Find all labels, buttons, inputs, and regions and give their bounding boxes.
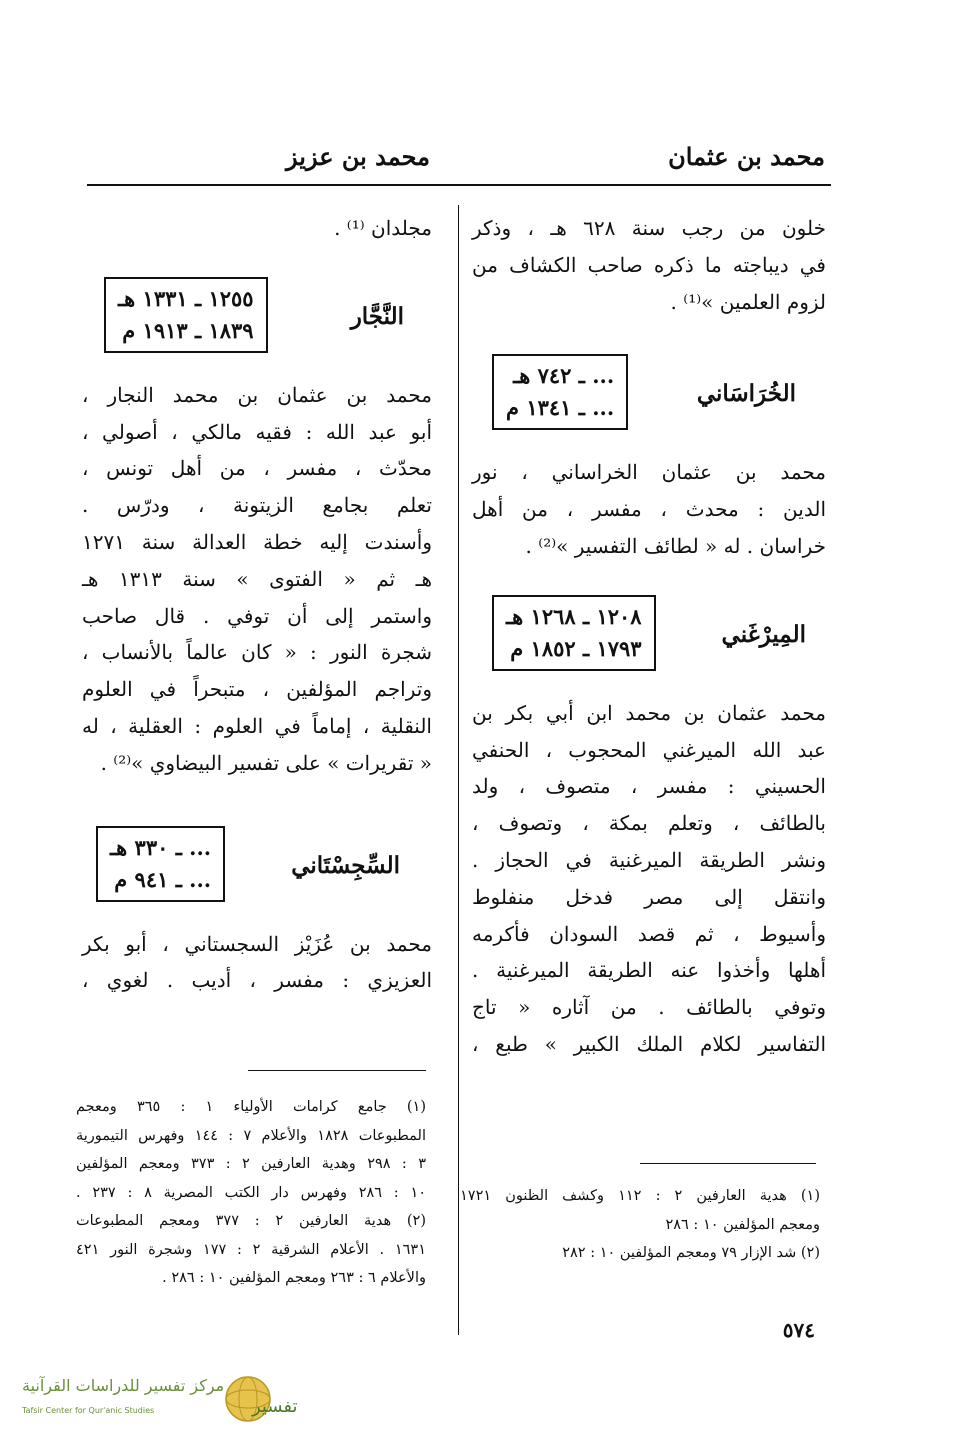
footnote: والأعلام ٦ : ٢٦٣ ومعجم المؤلفين ١٠ : ٢٨٦ . (162, 1270, 426, 1286)
entry-name: الخُرَاسَاني (696, 380, 796, 408)
footnotes-left (76, 1093, 426, 1293)
date-hijri: ... ـ ٧٤٢ هـ (513, 363, 615, 389)
body-line: تعلم بجامع الزيتونة ، ودرّس . (82, 493, 432, 518)
body-line: وانتقل إلى مصر فدخل منفلوط (472, 884, 826, 909)
running-header-right: محمد بن عثمان (668, 142, 825, 171)
body-line: بالطائف ، وتعلم بمكة ، وتصوف ، (472, 811, 826, 836)
globe-icon (218, 1372, 298, 1426)
body-line: لزوم العلمين »⁽¹⁾ . (670, 289, 826, 314)
body-line: أبو عبد الله : فقيه مالكي ، أصولي ، (82, 419, 432, 444)
body-line: وأسيوط ، ثم قصد السودان فأكرمه (472, 921, 826, 946)
date-hijri: ... ـ ٣٣٠ هـ (110, 834, 212, 860)
logo-word: تفسير (252, 1396, 298, 1417)
body-line: وتراجم المؤلفين ، متبحراً في العلوم (82, 677, 432, 702)
body-line: وأسندت إليه خطة العدالة سنة ١٢٧١ (82, 529, 432, 554)
body-line: محمد بن عُزَيْز السجستاني ، أبو بكر (82, 931, 432, 956)
footnote: (١) هدية العارفين ٢ : ١١٢ وكشف الظنون ١٧٢١ (460, 1188, 820, 1204)
header-rule (87, 184, 831, 186)
body-line: الحسيني : مفسر ، متصوف ، ولد (472, 774, 826, 799)
body-line: محدّث ، مفسر ، من أهل تونس ، (82, 456, 432, 481)
body-line: التفاسير لكلام الملك الكبير » طبع ، (472, 1031, 826, 1056)
footnote: ١٠ : ٢٨٦ وفهرس دار الكتب المصرية ٨ : ٢٣٧ . (76, 1184, 427, 1201)
body-line: خراسان . له « لطائف التفسير »⁽²⁾ . (525, 533, 826, 558)
footnotes-right (460, 1182, 820, 1268)
body-line: ونشر الطريقة الميرغنية في الحجاز . (472, 847, 826, 872)
body-line: مجلدان ⁽¹⁾ . (334, 216, 432, 240)
left-column (82, 210, 432, 999)
body-line: محمد عثمان بن محمد ابن أبي بكر بن (472, 700, 826, 725)
footnote: (٢) هدية العارفين ٢ : ٣٧٧ ومعجم المطبوعات (76, 1213, 426, 1229)
body-line: واستمر إلى أن توفي . قال صاحب (82, 603, 432, 628)
date-gregorian: ... ـ ٩٤١ م (114, 866, 212, 892)
entry-heading-najjar (82, 273, 432, 359)
body-line: العزيزي : مفسر ، أديب . لغوي ، (82, 968, 432, 993)
body-line: عبد الله الميرغني المحجوب ، الحنفي (472, 737, 826, 762)
footnote: المطبوعات ١٨٢٨ والأعلام ٧ : ١٤٤ وفهرس التيمورية (76, 1127, 427, 1144)
logo-text: مركز تفسير للدراسات القرآنية (22, 1376, 225, 1395)
date-gregorian: ... ـ ١٣٤١ م (506, 395, 615, 421)
body-line: الدين : محدث ، مفسر ، من أهل (472, 497, 826, 522)
date-bracket (492, 595, 656, 671)
body-line: وتوفي بالطائف . من آثاره « تاج (472, 995, 826, 1020)
body-line: محمد بن عثمان الخراساني ، نور (472, 460, 826, 485)
column-divider (458, 205, 459, 1335)
body-line: شجرة النور : « كان عالماً بالأنساب ، (82, 640, 432, 665)
tafsir-center-logo (18, 1372, 298, 1426)
date-bracket (96, 826, 225, 902)
body-line: النقلية ، إماماً في العلوم : العقلية ، له (82, 713, 432, 738)
footnote-rule-right (640, 1163, 816, 1164)
right-column (472, 210, 826, 1063)
entry-heading-sijistani (82, 822, 432, 908)
date-gregorian: ١٨٣٩ ـ ١٩١٣ م (122, 317, 254, 343)
entry-heading-khorasani (472, 350, 826, 436)
footnote: (١) جامع كرامات الأولياء ١ : ٣٦٥ ومعجم (76, 1099, 427, 1115)
running-header-left: محمد بن عزيز (286, 142, 430, 171)
body-line: أهلها وأخذوا عنه الطريقة الميرغنية . (472, 958, 826, 983)
footnote: (٢) شد الإزار ٧٩ ومعجم المؤلفين ١٠ : ٢٨٢ (562, 1245, 820, 1261)
date-bracket (104, 277, 268, 353)
body-line: « تقريرات » على تفسير البيضاوي »⁽²⁾ . (100, 750, 432, 775)
entry-name: السِّجِسْتَاني (291, 851, 400, 879)
body-line: خلون من رجب سنة ٦٢٨ هـ ، وذكر (472, 216, 826, 240)
entry-name: المِيرْغَني (721, 620, 806, 648)
footnote: ومعجم المؤلفين ١٠ : ٢٨٦ (665, 1216, 820, 1233)
body-line: هـ ثم « الفتوى » سنة ١٣١٣ هـ (82, 566, 432, 591)
footnote: ١٦٣١ . الأعلام الشرقية ٢ : ١٧٧ وشجرة النور ٤٢١ (76, 1241, 426, 1258)
date-bracket (492, 354, 628, 430)
logo-subtitle: Tafsir Center for Qur'anic Studies (22, 1406, 155, 1415)
entry-heading-mirghani (472, 591, 826, 677)
body-line: في ديباجته ما ذكره صاحب الكشاف من (472, 252, 826, 277)
footnote: ٣ : ٢٩٨ وهدية العارفين ٢ : ٣٧٣ ومعجم المؤلفين (76, 1156, 426, 1172)
date-hijri: ١٢٥٥ ـ ١٣٣١ هـ (118, 285, 254, 311)
date-gregorian: ١٧٩٣ ـ ١٨٥٢ م (510, 635, 642, 661)
footnote-rule-left (248, 1070, 426, 1071)
date-hijri: ١٢٠٨ ـ ١٢٦٨ هـ (506, 603, 642, 629)
body-line: محمد بن عثمان بن محمد النجار ، (82, 382, 432, 407)
page-number: ٥٧٤ (782, 1318, 815, 1342)
entry-name: النَّجَّار (350, 302, 404, 330)
